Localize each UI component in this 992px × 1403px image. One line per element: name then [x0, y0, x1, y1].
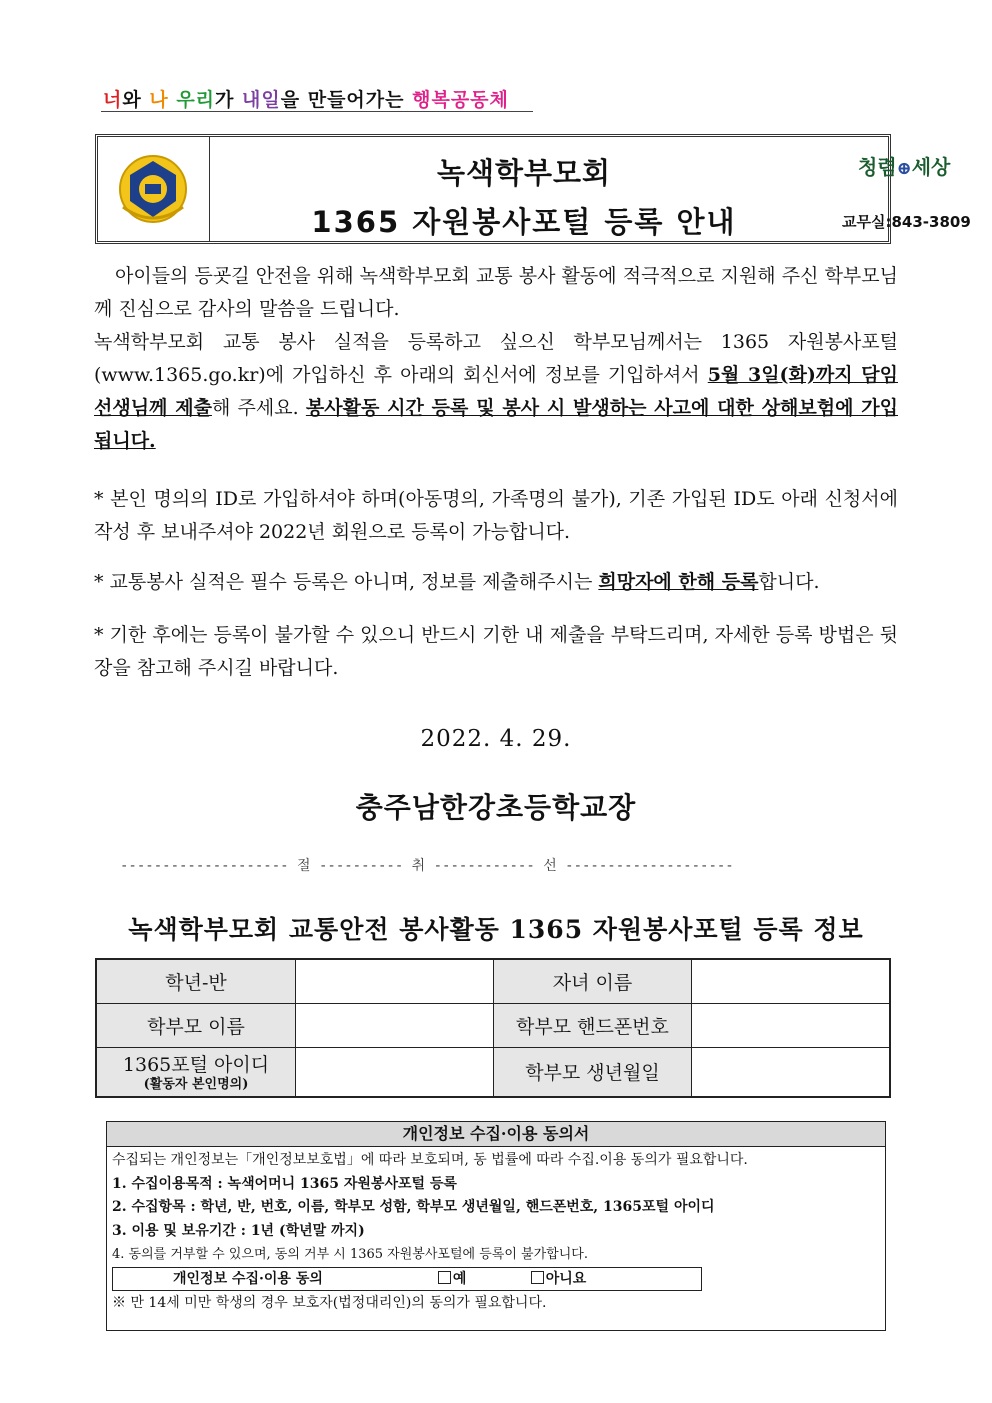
- slogan-underline: [101, 111, 533, 112]
- consent-line-5: 4. 동의를 거부할 수 있으며, 동의 거부 시 1365 자원봉사포털에 등록이 불가합니다.: [112, 1247, 588, 1262]
- yes-label: 예: [452, 1270, 467, 1287]
- deadline-text: 5월 3일(화)까지 담임 선생님께 제출: [94, 364, 898, 419]
- grade-class-label: 학년-반: [96, 959, 295, 1003]
- intro-p2: [94, 326, 898, 458]
- school-emblem-cell: [98, 137, 210, 241]
- brand-left: 청렴: [858, 155, 897, 179]
- agree-label: 개인정보 수집·이용 동의: [173, 1270, 323, 1287]
- slogan-part: 너: [103, 89, 123, 111]
- note-3: * 기한 후에는 등록이 불가할 수 있으니 반드시 기한 내 제출을 부탁드리며, 자세한 등록 방법은 뒷장을 참고해 주시길 바랍니다.: [94, 624, 898, 679]
- intro-p2-text2: 해 주세요.: [211, 397, 306, 419]
- slogan-part: 내일: [242, 89, 281, 111]
- portal-id-field[interactable]: [295, 1047, 493, 1097]
- consent-line-3: 2. 수집항목 : 학년, 반, 번호, 이름, 학부모 성함, 학부모 생년월일, 핸드폰번호, 1365포털 아이디: [112, 1199, 715, 1215]
- note-1: * 본인 명의의 ID로 가입하셔야 하며(아동명의, 가족명의 불가), 기존 가입된 ID도 아래 신청서에 작성 후 보내주셔야 2022년 회원으로 등록이 가능합니다.: [94, 488, 898, 543]
- parent-phone-field[interactable]: [692, 1003, 890, 1047]
- cut-line: -------------------- 절 ---------- 취 ------------ 선 --------------------: [120, 858, 734, 874]
- agree-yes[interactable]: [438, 1268, 526, 1290]
- parent-name-label: 학부모 이름: [96, 1003, 295, 1047]
- issue-date: 2022. 4. 29.: [420, 726, 572, 752]
- registration-form-table: [95, 958, 891, 1098]
- table-row: [96, 959, 890, 1003]
- slogan-part: 나: [149, 89, 169, 111]
- consent-title: 개인정보 수집·이용 동의서: [107, 1122, 885, 1147]
- consent-box: [106, 1121, 886, 1331]
- slogan: [103, 85, 509, 112]
- school-emblem-icon: [98, 137, 209, 241]
- no-checkbox[interactable]: [531, 1271, 544, 1284]
- parent-birth-label: 학부모 생년월일: [493, 1047, 692, 1097]
- intro-p1: 아이들의 등굣길 안전을 위해 녹색학부모회 교통 봉사 활동에 적극적으로 지원해 주신 학부모님께 진심으로 감사의 말씀을 드립니다.: [94, 265, 898, 320]
- parent-birth-field[interactable]: [692, 1047, 890, 1097]
- insurance-text: 봉사활동 시간 등록 및 봉사 시 발생하는 사고에 대한 상해보험에 가입됩니다.: [94, 397, 898, 452]
- header-title-line1: 녹색학부모회: [436, 156, 612, 190]
- child-name-field[interactable]: [692, 959, 890, 1003]
- principal-signature: 충주남한강초등학교장: [355, 791, 637, 824]
- intro-paragraph: [94, 260, 898, 458]
- intro-p2-text: 녹색학부모회 교통 봉사 실적을 등록하고 싶으신 학부모님께서는 1365 자원봉사포털 (www.1365.go.kr)에 가입하신 후 아래의 회신서에 정보를 기입하셔서: [94, 331, 898, 386]
- header-title-cell: [210, 137, 838, 241]
- portal-id-label: [96, 1047, 295, 1097]
- note-2-underline: 희망자에 한해 등록: [598, 571, 759, 593]
- header-title-line2: 1365 자원봉사포털 등록 안내: [311, 205, 737, 239]
- office-phone: 교무실:843-3809: [842, 213, 971, 231]
- table-row: [96, 1003, 890, 1047]
- no-label: 아니요: [545, 1270, 587, 1287]
- parent-name-field[interactable]: [295, 1003, 493, 1047]
- note-2: [94, 566, 898, 599]
- slogan-part: 가: [215, 89, 243, 111]
- portal-id-note: (활동자 본인명의): [143, 1077, 249, 1093]
- consent-agree-row: [112, 1267, 702, 1291]
- slogan-part: 와: [122, 89, 150, 111]
- consent-line-2: 1. 수집이용목적 : 녹색어머니 1365 자원봉사포털 등록: [112, 1175, 457, 1192]
- globe-icon: ⊕: [896, 158, 912, 179]
- brand-right: 세상: [911, 155, 951, 179]
- consent-line-1: 수집되는 개인정보는「개인정보보호법」에 따라 보호되며, 동 법률에 따라 수집.이용 동의가 필요합니다.: [112, 1152, 748, 1168]
- yes-checkbox[interactable]: [438, 1271, 451, 1284]
- consent-footnote: ※ 만 14세 미만 학생의 경우 보호자(법정대리인)의 동의가 필요합니다.: [112, 1294, 547, 1311]
- consent-line-4: 3. 이용 및 보유기간 : 1년 (학년말 까지): [112, 1222, 365, 1239]
- slogan-part: 행복공동체: [412, 89, 509, 111]
- note-2-text: * 교통봉사 실적은 필수 등록은 아니며, 정보를 제출해주시는: [94, 571, 599, 593]
- form-title: 녹색학부모회 교통안전 봉사활동 1365 자원봉사포털 등록 정보: [128, 915, 864, 944]
- table-row: [96, 1047, 890, 1097]
- note-2-end: 합니다.: [758, 571, 820, 593]
- grade-class-field[interactable]: [295, 959, 493, 1003]
- header-box: [95, 134, 971, 244]
- slogan-part: 우리: [176, 89, 216, 111]
- agree-no[interactable]: [531, 1268, 587, 1290]
- portal-id-text: 1365포털 아이디: [122, 1054, 270, 1077]
- child-name-label: 자녀 이름: [493, 959, 692, 1003]
- slogan-part: 을 만들어가는: [280, 89, 413, 111]
- parent-phone-label: 학부모 핸드폰번호: [493, 1003, 692, 1047]
- integrity-logo: [858, 151, 950, 180]
